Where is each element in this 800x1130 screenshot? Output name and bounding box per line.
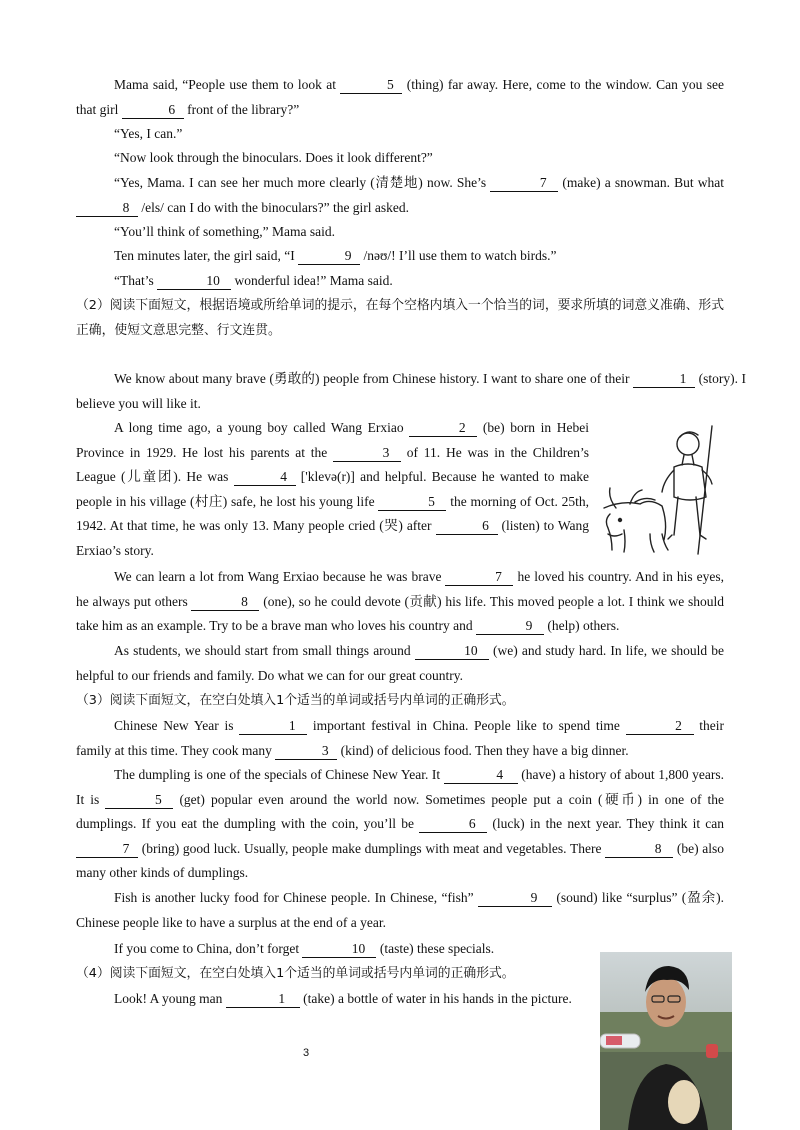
wang-erxiao-illustration xyxy=(600,422,728,557)
s2-blank-4[interactable]: 4 xyxy=(234,469,296,486)
s3-blank-3[interactable]: 3 xyxy=(275,743,337,760)
s3-blank-6[interactable]: 6 xyxy=(419,816,487,833)
s2-blank-9[interactable]: 9 xyxy=(476,618,544,635)
section-2-heading: （2）阅读下面短文，根据语境或所给单词的提示，在每个空格内填入一个恰当的词，要求所填的词意义准确、形式正确，使短文意思完整、行文连贯。 xyxy=(76,298,724,338)
s1-line-2: “Yes, I can.” xyxy=(114,126,183,141)
s1-line-5: “You’ll think of something,” Mama said. xyxy=(114,224,335,239)
s2-para-4: As students, we should start from small things around 10 (we) and study hard. In life, we should be helpful to our friends and family. Do what we can for our great country. xyxy=(76,643,724,683)
blank-10[interactable]: 10 xyxy=(157,273,231,290)
s3-blank-9[interactable]: 9 xyxy=(478,890,552,907)
s4-para-1: Look! A young man 1 (take) a bottle of water in his hands in the picture. xyxy=(114,991,572,1006)
s2-blank-2[interactable]: 2 xyxy=(409,420,477,437)
s3-para-1: Chinese New Year is 1 important festival in China. People like to spend time 2 their family at this time. They cook many 3 (kind) of delicious food. Then they have a big dinner. xyxy=(76,718,724,758)
s3-blank-4[interactable]: 4 xyxy=(444,767,518,784)
s2-blank-7[interactable]: 7 xyxy=(445,569,513,586)
s2-para-2: A long time ago, a young boy called Wang Erxiao 2 (be) born in Hebei Province in 1929. He lost his parents at the 3 of 11. He was in the Children’s League (儿童团). He was 4 ['klevə(r)] and helpful. Because he wanted to make people in his village (村庄) safe, he lost his young life 5 the morning of Oct. 25th, 1942. At that time, he was only 13. Many people cried (哭) after 6 (listen) to Wang Erxiao’s story. xyxy=(76,420,590,558)
s2-blank-3[interactable]: 3 xyxy=(333,445,401,462)
s2-blank-1[interactable]: 1 xyxy=(633,371,695,388)
s3-blank-8[interactable]: 8 xyxy=(605,841,673,858)
section-4-heading: （4）阅读下面短文，在空白处填入1个适当的单词或括号内单词的正确形式。 xyxy=(76,966,515,981)
blank-6[interactable]: 6 xyxy=(122,102,184,119)
blank-9[interactable]: 9 xyxy=(298,248,360,265)
s3-blank-5[interactable]: 5 xyxy=(105,792,173,809)
s2-blank-5[interactable]: 5 xyxy=(378,494,446,511)
s1-line-7: “That’s 10 wonderful idea!” Mama said. xyxy=(114,273,393,288)
blank-8[interactable]: 8 xyxy=(76,200,138,217)
s2-blank-6[interactable]: 6 xyxy=(436,518,498,535)
s2-para-3: We can learn a lot from Wang Erxiao because he was brave 7 he loved his country. And in his eyes, he always put others 8 (one), so he could devote (贡献) his life. This moved people a lot. I think we should take him as an example. Try to be a brave man who loves his country and 9 (help) others. xyxy=(76,569,725,633)
s3-para-2: The dumpling is one of the specials of Chinese New Year. It 4 (have) a history of about 1,800 years. It is 5 (get) popular even around the world now. Sometimes people put a coin (硬币) in one of the dumplings. If you eat the dumpling with the coin, you’ll be 6 (luck) in the next year. They think it can 7 (bring) good luck. Usually, people make dumplings with meat and vegetables. There 8 (be) also many other kinds of dumplings. xyxy=(76,767,725,880)
s3-blank-2[interactable]: 2 xyxy=(626,718,694,735)
s1-line-6: Ten minutes later, the girl said, “I 9 /nəʊ/! I’ll use them to watch birds.” xyxy=(114,248,557,263)
blank-7[interactable]: 7 xyxy=(490,175,558,192)
s2-blank-10[interactable]: 10 xyxy=(415,643,489,660)
s3-blank-1[interactable]: 1 xyxy=(239,718,307,735)
s1-para-1: Mama said, “People use them to look at 5 (thing) far away. Here, come to the window. Can you see that girl 6 front of the library?” xyxy=(76,77,725,117)
s3-para-4: If you come to China, don’t forget 10 (taste) these specials. xyxy=(114,941,495,956)
young-man-photo xyxy=(600,952,732,1130)
blank-5[interactable]: 5 xyxy=(340,77,402,94)
s4-blank-1[interactable]: 1 xyxy=(226,991,300,1008)
page-number: 3 xyxy=(303,1047,310,1059)
s3-blank-7[interactable]: 7 xyxy=(76,841,138,858)
s2-blank-8[interactable]: 8 xyxy=(191,594,259,611)
section-3-heading: （3）阅读下面短文，在空白处填入1个适当的单词或括号内单词的正确形式。 xyxy=(76,693,515,708)
s1-para-4: “Yes, Mama. I can see her much more clearly (清楚地) now. She’s 7 (make) a snowman. But what 8 /els/ can I do with the binoculars?” the girl asked. xyxy=(76,171,724,220)
s1-line-3: “Now look through the binoculars. Does it look different?” xyxy=(114,150,433,165)
s3-blank-10[interactable]: 10 xyxy=(302,941,376,958)
s3-para-3: Fish is another lucky food for Chinese people. In Chinese, “fish” 9 (sound) like “surplus” (盈余). Chinese people like to have a surplus at the end of a year. xyxy=(76,890,725,930)
s2-para-1: We know about many brave (勇敢的) people from Chinese history. I want to share one of their 1 (story). I believe you will like it. xyxy=(76,371,747,411)
